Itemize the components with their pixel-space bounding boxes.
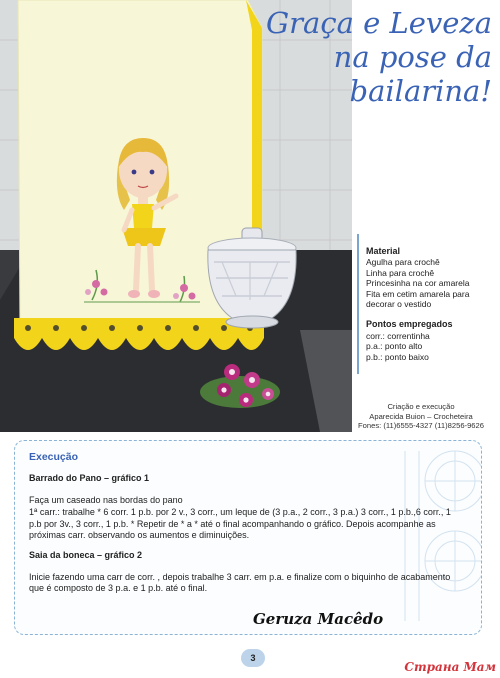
section-title: Saia da boneca – gráfico 2 <box>29 550 143 561</box>
page-title <box>262 6 492 108</box>
material-item: Linha para crochê <box>366 267 435 278</box>
material-item: Agulha para crochê <box>366 257 440 268</box>
instruction-paragraph: 1ª carr.: trabalhe * 6 corr. 1 p.b. por 2 v., 3 corr., um leque de (3 p.a., 2 corr., 3 p.a.) 3 corr., 1 p.b.,6 corr., 1 p.b por 3v., 3 corr., 1 p.b. * Repetir de * a * até o final acompanhando o gráfico. Depois acompanhe as próximas carr. observando os aumentos e diminuições. <box>29 507 451 541</box>
credits-phones: Fones: (11)6555-4327 (11)8256-9626 <box>358 421 484 431</box>
execution-heading: Execução <box>29 451 79 463</box>
section-title: Barrado do Pano – gráfico 1 <box>29 473 150 484</box>
title-line-2: na pose da <box>333 40 492 74</box>
panel-accent-line <box>357 234 359 374</box>
point-item: p.a.: ponto alto <box>366 341 423 352</box>
material-item: Fita em cetim amarela para <box>366 288 470 299</box>
title-line-1: Graça e Leveza <box>266 6 492 40</box>
page-number: 3 <box>241 649 265 667</box>
watermark: Страна Мам <box>404 660 496 674</box>
credits-line: Aparecida Buion – Crocheteira <box>369 411 473 421</box>
credits-line: Criação e execução <box>387 402 455 411</box>
material-heading: Material <box>366 246 401 256</box>
execution-panel <box>14 440 482 635</box>
instruction-paragraph: Inicie fazendo uma carr de corr. , depois trabalhe 3 carr. em p.a. e finalize com o biquinho de acabamento que é composto de 3 p.a. e 1 p.b. até o final. <box>29 571 451 594</box>
material-item: Princesinha na cor amarela <box>366 278 470 289</box>
title-line-3: bailarina! <box>349 74 492 108</box>
material-item: decorar o vestido <box>366 299 432 310</box>
point-item: p.b.: ponto baixo <box>366 351 429 362</box>
point-item: corr.: correntinha <box>366 330 430 341</box>
instruction-paragraph: Faça um caseado nas bordas do pano <box>29 494 183 505</box>
materials-panel <box>357 234 495 374</box>
signature: Geruza Macêdo <box>253 610 384 628</box>
points-heading: Pontos empregados <box>366 319 453 330</box>
credits <box>346 402 496 431</box>
